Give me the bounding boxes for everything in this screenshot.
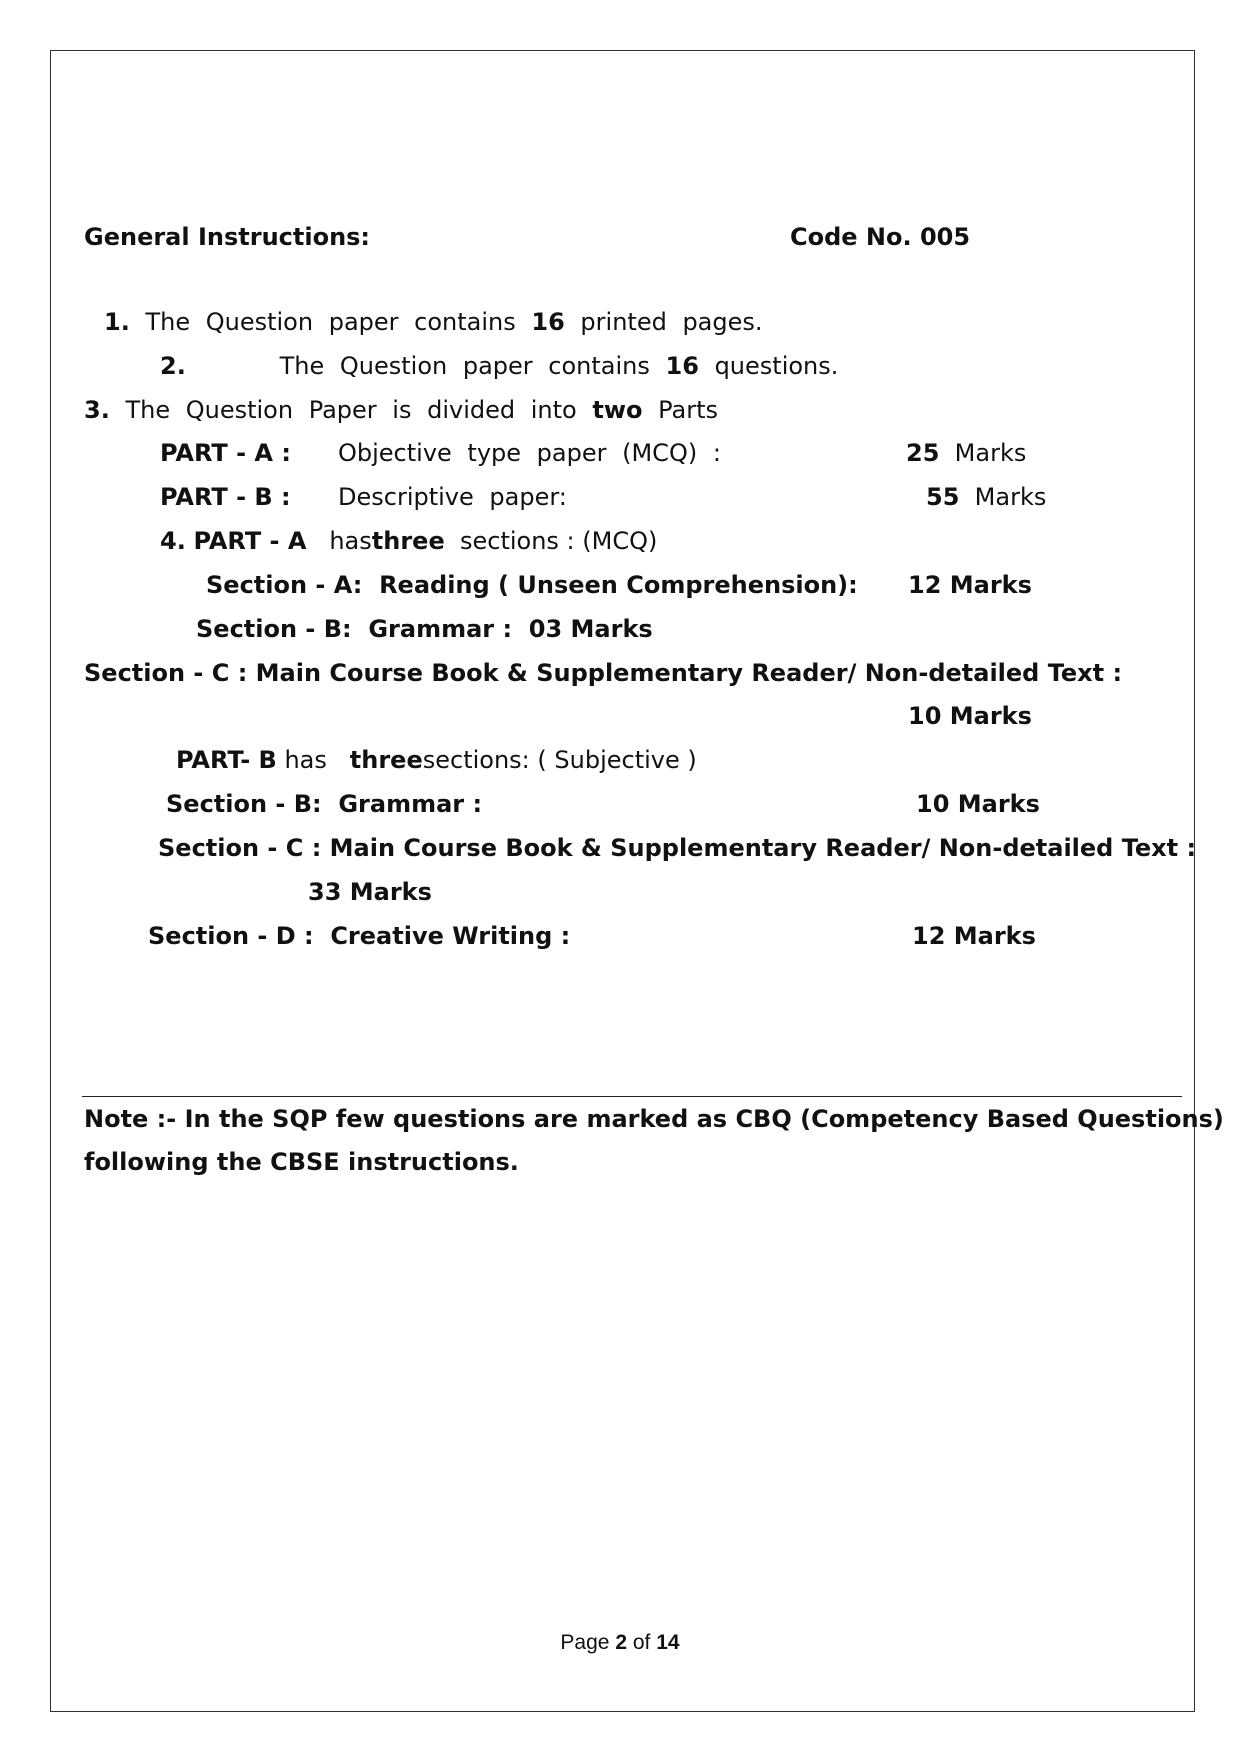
part-b-section-d-marks: 12 Marks xyxy=(912,922,1036,950)
part-a-label: PART - A : xyxy=(160,439,291,467)
part-a-section-c: Section - C : Main Course Book & Supplementary Reader/ Non-detailed Text : xyxy=(84,659,1123,687)
part-a-description: Objective type paper (MCQ) : xyxy=(338,439,721,467)
part-b-section-c: Section - C : Main Course Book & Supplementary Reader/ Non-detailed Text : xyxy=(158,834,1197,862)
instruction-item-1: 1. The Question paper contains 16 printed pages. xyxy=(104,308,763,336)
instruction-item-2: 2. The Question paper contains 16 questions. xyxy=(160,352,839,380)
note-line-2: following the CBSE instructions. xyxy=(84,1148,519,1176)
part-b-section-c-marks: 33 Marks xyxy=(308,878,432,906)
part-a-section-a: Section - A: Reading ( Unseen Comprehension): xyxy=(206,571,858,599)
general-instructions-heading: General Instructions: xyxy=(84,223,371,251)
instruction-item-4: 4. PART - A hasthree sections : (MCQ) xyxy=(160,527,658,555)
part-b-marks: 55 Marks xyxy=(926,483,1047,511)
part-b-section-b-marks: 10 Marks xyxy=(916,790,1040,818)
part-b-section-b: Section - B: Grammar : xyxy=(166,790,483,818)
part-a-section-a-marks: 12 Marks xyxy=(908,571,1032,599)
part-a-section-c-marks: 10 Marks xyxy=(908,702,1032,730)
divider xyxy=(82,1096,1182,1097)
part-b-label: PART - B : xyxy=(160,483,291,511)
page-number: Page 2 of 14 xyxy=(560,1631,680,1654)
part-b-description: Descriptive paper: xyxy=(338,483,567,511)
instruction-item-3: 3. The Question Paper is divided into two Parts xyxy=(84,396,719,424)
part-b-section-d: Section - D : Creative Writing : xyxy=(148,922,571,950)
part-a-section-b: Section - B: Grammar : 03 Marks xyxy=(196,615,653,643)
part-b-intro: PART- B has threesections: ( Subjective ) xyxy=(176,746,697,774)
part-a-marks: 25 Marks xyxy=(906,439,1027,467)
page-border xyxy=(50,50,1195,1712)
code-number: Code No. 005 xyxy=(790,223,971,251)
note-line-1: Note :- In the SQP few questions are marked as CBQ (Competency Based Questions) xyxy=(84,1105,1224,1133)
